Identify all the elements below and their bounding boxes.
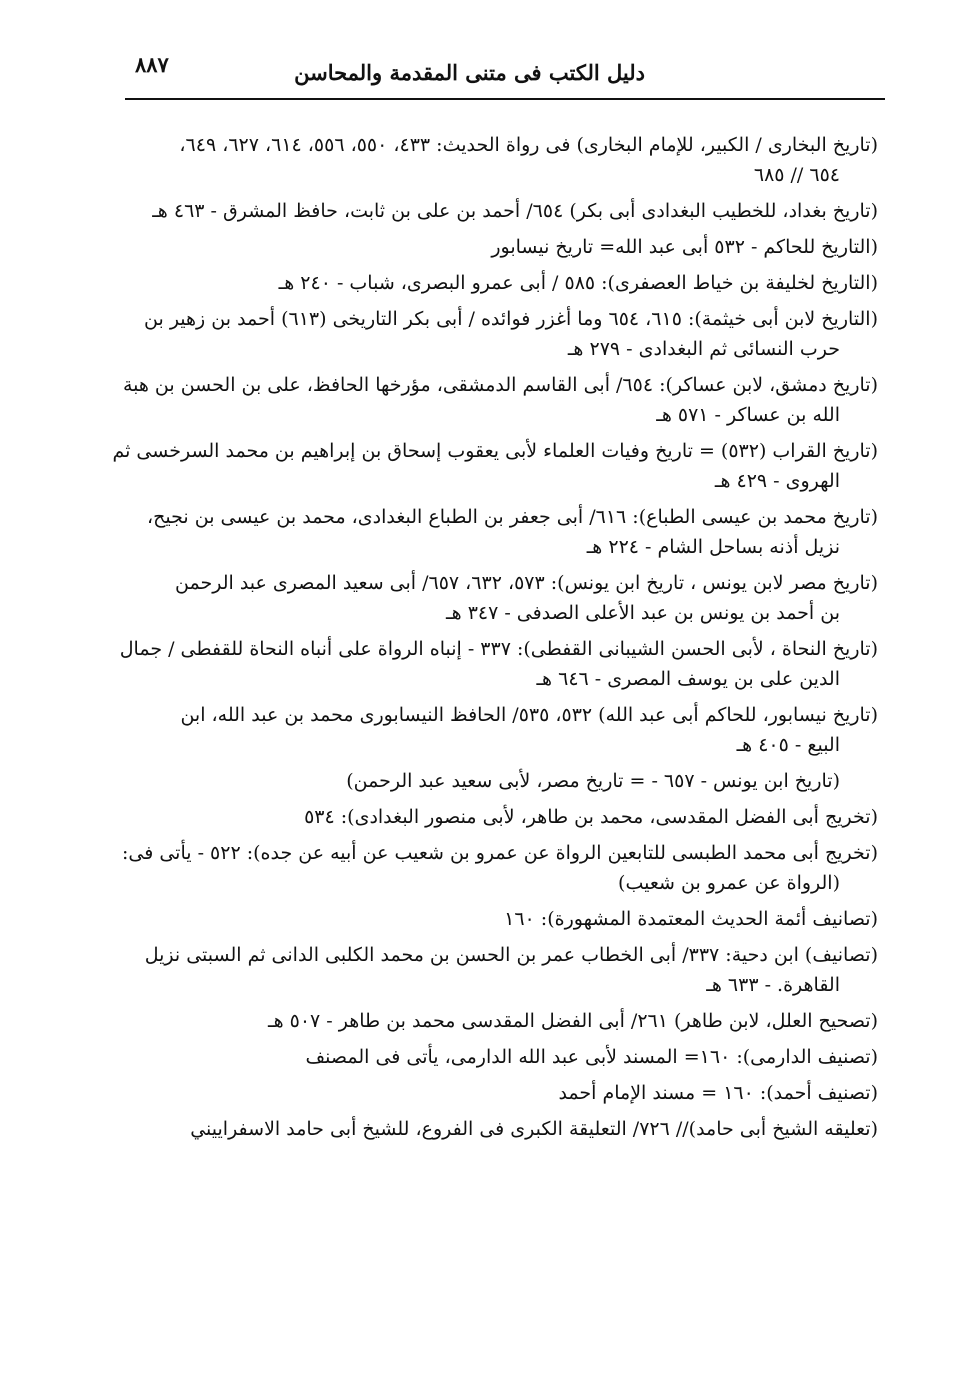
- entry-line: (تاريخ ابن يونس - ٦٥٧ - = تاريخ مصر، لأبى سعيد عبد الرحمن): [346, 770, 840, 792]
- entry-line: (تعليقه الشيخ أبى حامد)// ٧٢٦/ التعليقة الكبرى فى الفروع، للشيخ أبى حامد الاسفراييني: [190, 1118, 878, 1140]
- entry-continuation-line: القاهرة. - ٦٣٣ هـ: [706, 974, 840, 996]
- entry-line: (تصنيف الدارمى): ١٦٠= المسند لأبى عبد الله الدارمى، يأتى فى المصنف: [305, 1046, 878, 1068]
- entry-line: (تصانيف) ابن دحية: ٣٣٧/ أبى الخطاب عمر بن الحسن بن محمد الكلبى الدانى ثم السبتى نزيل: [144, 944, 878, 966]
- index-entry: [118, 838, 878, 898]
- index-entry: [118, 568, 878, 628]
- index-entry: [118, 802, 878, 832]
- entry-line: (تصنيف أحمد): ١٦٠ = مسند الإمام أحمد: [558, 1082, 878, 1104]
- entry-line: (التاريخ لخليفة بن خياط العصفرى): ٥٨٥ / أبى عمرو البصرى، شباب - ٢٤٠ هـ: [278, 272, 878, 294]
- entry-line: (تخريج أبى محمد الطبسى للتابعين الرواة عن عمرو بن شعيب عن أبيه عن جده): ٥٢٢ - يأتى فى:: [121, 842, 878, 864]
- entry-line: (تاريخ بغداد، للخطيب البغدادى أبى بكر) ٦٥٤/ أحمد بن على بن ثابت، حافظ المشرق - ٤٦٣ هـ: [152, 200, 878, 222]
- entry-continuation-line: البيع - ٤٠٥ هـ: [736, 734, 840, 756]
- entry-continuation-line: ٦٥٤ // ٦٨٥: [753, 164, 840, 186]
- entry-line: (تاريخ محمد بن عيسى الطباع): ٦١٦/ أبى جعفر بن الطباع البغدادى، محمد بن عيسى بن نجيح،: [147, 506, 878, 528]
- index-entry: [118, 268, 878, 298]
- index-entry: [118, 1006, 878, 1036]
- entry-line: (التاريخ للحاكم - ٥٣٢ أبى عبد الله= تاريخ نيسابور: [491, 236, 878, 258]
- entry-line: (تصانيف أئمة الحديث المعتمدة المشهورة): ١٦٠: [504, 908, 878, 930]
- index-entry: [118, 1114, 878, 1144]
- entry-continuation-line: حرب النسائى ثم البغدادى - ٢٧٩ هـ: [567, 338, 840, 360]
- index-entry: [118, 232, 878, 262]
- index-entry: [118, 700, 878, 760]
- running-title: دليل الكتب فى متنى المقدمة والمحاسن: [294, 60, 645, 85]
- entry-line: (تاريخ دمشق، لابن عساكر): ٦٥٤/ أبى القاسم الدمشقى، مؤرخها الحافظ، على بن الحسن بن هبة: [122, 374, 878, 396]
- index-entry: [118, 1078, 878, 1108]
- index-entry: [118, 304, 878, 364]
- entry-line: (تاريخ القراب (٥٣٢) = تاريخ وفيات العلماء لأبى يعقوب إسحاق بن إبراهيم بن محمد السرخسى ثم: [112, 440, 878, 462]
- index-entry: [118, 196, 878, 226]
- entry-continuation-line: (الرواة عن عمرو بن شعيب): [618, 872, 840, 894]
- entry-continuation-line: نزيل أذنه بساحل الشام - ٢٢٤ هـ: [586, 536, 840, 558]
- index-entry: [118, 634, 878, 694]
- entry-line: (تاريخ البخارى / الكبير، للإمام البخارى) فى رواة الحديث: ٤٣٣، ٥٥٠، ٥٥٦، ٦١٤، ٦٢٧، ٦٤٩،: [179, 134, 878, 156]
- index-entry: [118, 502, 878, 562]
- index-entry: [118, 940, 878, 1000]
- entry-continuation-line: الدين على بن يوسف المصرى - ٦٤٦ هـ: [536, 668, 840, 690]
- entry-line: (تخريج أبى الفضل المقدسى، محمد بن طاهر، لأبى منصور البغدادى): ٥٣٤: [304, 806, 878, 828]
- header-rule: [125, 98, 885, 100]
- entry-line: (تصحيح العلل، لابن طاهر) ٢٦١/ أبى الفضل المقدسى محمد بن طاهر - ٥٠٧ هـ: [268, 1010, 878, 1032]
- entry-continuation-line: الهروى - ٤٢٩ هـ: [714, 470, 840, 492]
- index-entry: [112, 436, 878, 496]
- entry-line: (تاريخ النحاة ، لأبى الحسن الشيبانى القفطى): ٣٣٧ - إنباه الرواة على أنباه النحاة للقفطى / جمال: [119, 638, 878, 660]
- index-entry: [118, 130, 878, 190]
- index-entry: [118, 370, 878, 430]
- entry-continuation-line: الله بن عساكر - ٥٧١ هـ: [656, 404, 840, 426]
- index-entry: [118, 1042, 878, 1072]
- index-entry: [118, 904, 878, 934]
- entry-line: (التاريخ لابن أبى خيثمة): ٦١٥، ٦٥٤ وما أغزر فوائده / أبى بكر التاريخى (٦١٣) أحمد بن زهير بن: [144, 308, 878, 330]
- index-entries: [112, 130, 878, 1150]
- page-header: [125, 46, 885, 98]
- index-entry: [118, 766, 878, 796]
- entry-line: (تاريخ نيسابور، للحاكم أبى عبد الله) ٥٣٢، ٥٣٥/ الحافظ النيسابورى محمد بن عبد الله، ابن: [180, 704, 878, 726]
- entry-continuation-line: بن أحمد بن يونس بن عبد الأعلى الصدفى - ٣٤٧ هـ: [446, 602, 840, 624]
- page-number: ٨٨٧: [135, 52, 169, 77]
- entry-line: (تاريخ مصر لابن يونس ، تاريخ ابن يونس): ٥٧٣، ٦٣٢، ٦٥٧/ أبى سعيد المصرى عبد الرحمن: [175, 572, 878, 594]
